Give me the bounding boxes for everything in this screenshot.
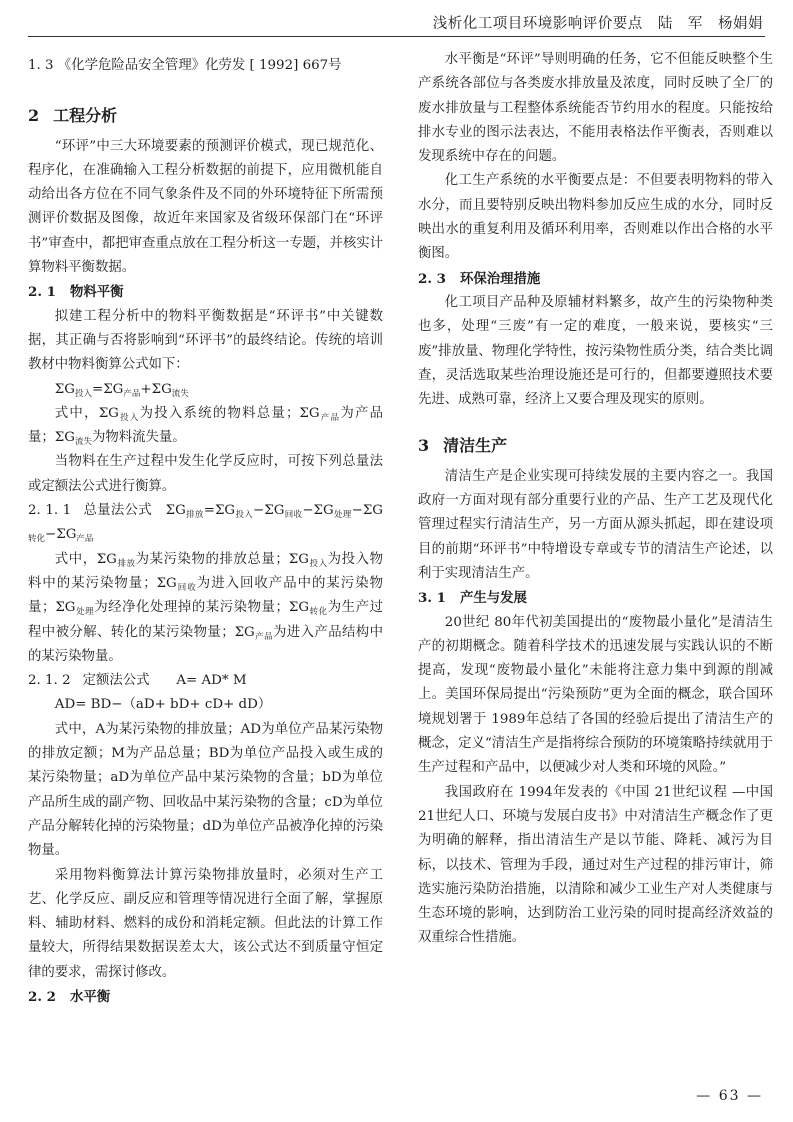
section-heading: 3 清洁生产 <box>418 436 508 456</box>
paragraph: 拟建工程分析中的物料平衡数据是“环评书”中关键数据，其正确与否将影响到“环评书”的最终结论。传统的培训教材中物料衡算公式如下： <box>28 308 383 373</box>
formula: AD= BD−（aD+ bD+ cD+ dD） <box>54 697 272 713</box>
paragraph: 式中，$\Sigma G_{排放}$为某污染物的排放总量；$\Sigma G_{投入}$为投入物料中的某污染物量；$\Sigma G_{回收}$为进入回收产品中的某污染物量；$\Sigma G_{处理}$为经净化处理掉的某污染物量；$\Sigma G_{转化}$为生产过程中被分解、转化的某污染物量；$\Sigma G_{产品}$为进入产品结构中的某污染物量。 <box>28 551 383 664</box>
page-number: — 63 — <box>696 1088 763 1104</box>
article-title: 浅析化工项目环境影响评价要点 <box>432 16 643 32</box>
left-column <box>28 48 383 1009</box>
section-heading: 2 工程分析 <box>28 106 118 126</box>
paragraph: 式中，A为某污染物的排放量；AD为单位产品某污染物的排放定额；M为产品总量；BD为单位产品投入或生成的某污染物量；aD为单位产品中某污染物的含量；bD为单位产品所生成的副产物、回收品中某污染物的含量；cD为单位产品分解转化掉的污染物量；dD为单位产品被净化掉的污染物量。 <box>28 721 383 859</box>
subsubsection-heading: 2. 1. 2 定额法公式 A= AD* M <box>28 673 247 689</box>
author-name: 陆 军 <box>657 16 703 32</box>
paragraph: 我国政府在 1994年发表的《中国 21世纪议程 —中国 21世纪人口、环境与发展白皮书》中对清洁生产概念作了更为明确的解释，指出清洁生产是以节能、降耗、减污为目标，以技术、管理为手段，通过对生产过程的排污审计，筛选实施污染防治措施，以清除和减少工业生产对人类健康与生态环境的影响，达到防治工业污染的同时提高经济效益的双重综合性措施。 <box>418 784 773 946</box>
paragraph: 采用物料衡算法计算污染物排放量时，必须对生产工艺、化学反应、副反应和管理等情况进行全面了解，掌握原料、辅助材料、燃料的成份和消耗定额。但此法的计算工作量较大，所得结果数据误差太大，该公式达不到质量守恒定律的要求，需探讨修改。 <box>28 867 383 980</box>
subsection-heading: 2. 2 水平衡 <box>28 988 111 1005</box>
reference-item: 1. 3 《化学危险品安全管理》化劳发 [ 1992] 667号 <box>28 58 342 73</box>
right-column <box>418 48 773 951</box>
subsubsection-heading: 2. 1. 1 总量法公式 $\Sigma G_{排放}=\Sigma G_{投入}-\Sigma G_{回收}-\Sigma G_{处理}-\Sigma G_{转化}-\Sigma G_{产品}$ <box>28 503 383 545</box>
author-name: 杨娟娟 <box>718 16 763 32</box>
subsection-heading: 2. 1 物料平衡 <box>28 284 124 301</box>
paragraph: 化工生产系统的水平衡要点是：不但要表明物料的带入水分，而且要特别反映出物料参加反应生成的水分，同时反映出水的重复利用及循环利用率，否则难以作出合格的水平衡图。 <box>418 173 773 262</box>
paragraph: 式中，$\Sigma G_{投入}$为投入系统的物料总量；$\Sigma G_{产品}$为产品量；$\Sigma G_{流失}$为物料流失量。 <box>28 405 383 448</box>
subsection-heading: 2. 3 环保治理措施 <box>418 270 541 287</box>
paragraph: 当物料在生产过程中发生化学反应时，可按下列总量法或定额法公式进行衡算。 <box>28 454 383 494</box>
subsection-heading: 3. 1 产生与发展 <box>418 590 527 607</box>
page-header <box>28 10 765 37</box>
running-head <box>423 12 763 33</box>
paragraph: 清洁生产是企业实现可持续发展的主要内容之一。我国政府一方面对现有部分重要行业的产品、生产工艺及现代化管理过程实行清洁生产，另一方面从源头抓起，即在建设项目的前期“环评书”中特增设专章或专节的清洁生产论述，以利于实现清洁生产。 <box>418 468 773 581</box>
paragraph: 20世纪 80年代初美国提出的“废物最小量化”是清洁生产的初期概念。随着科学技术的迅速发展与实践认识的不断提高，发现“废物最小量化”未能将注意力集中到源的削减上。美国环保局提出“污染预防”更为全面的概念，联合国环境规划署于 1989年总结了各国的经验后提出了清洁生产的概念，定义“清洁生产是指将综合预防的环境策略持续就用于生产过程和产品中，以便减少对人类和环境的风险。” <box>418 614 773 776</box>
paragraph: 水平衡是“环评”导则明确的任务，它不但能反映整个生产系统各部位与各类废水排放量及浓度，同时反映了全厂的废水排放量与工程整体系统能否节约用水的程度。只能按给排水专业的图示法表达，不能用表格法作平衡表，否则难以发现系统中存在的问题。 <box>418 52 773 165</box>
formula: $\Sigma G_{投入}=\Sigma G_{产品}+\Sigma G_{流失}$ <box>54 381 189 399</box>
paragraph: “环评”中三大环境要素的预测评价模式，现已规范化、程序化，在准确输入工程分析数据的前提下，应用微机能自动给出各方位在不同气象条件及不同的外环境特征下所需预测评价数据及图像，故近年来国家及省级环保部门在“环评书”审查中，都把审查重点放在工程分析这一专题，并核实计算物料平衡数据。 <box>28 138 383 276</box>
paragraph: 化工项目产品种及原辅材料繁多，故产生的污染物种类也多，处理“三废”有一定的难度，一般来说，要核实“三废”排放量、物理化学特性，按污染物性质分类，结合类比调查，灵活选取某些治理设施还是可行的，但都要遵照技术要先进、成熟可靠，经济上又要合理及现实的原则。 <box>418 294 773 408</box>
